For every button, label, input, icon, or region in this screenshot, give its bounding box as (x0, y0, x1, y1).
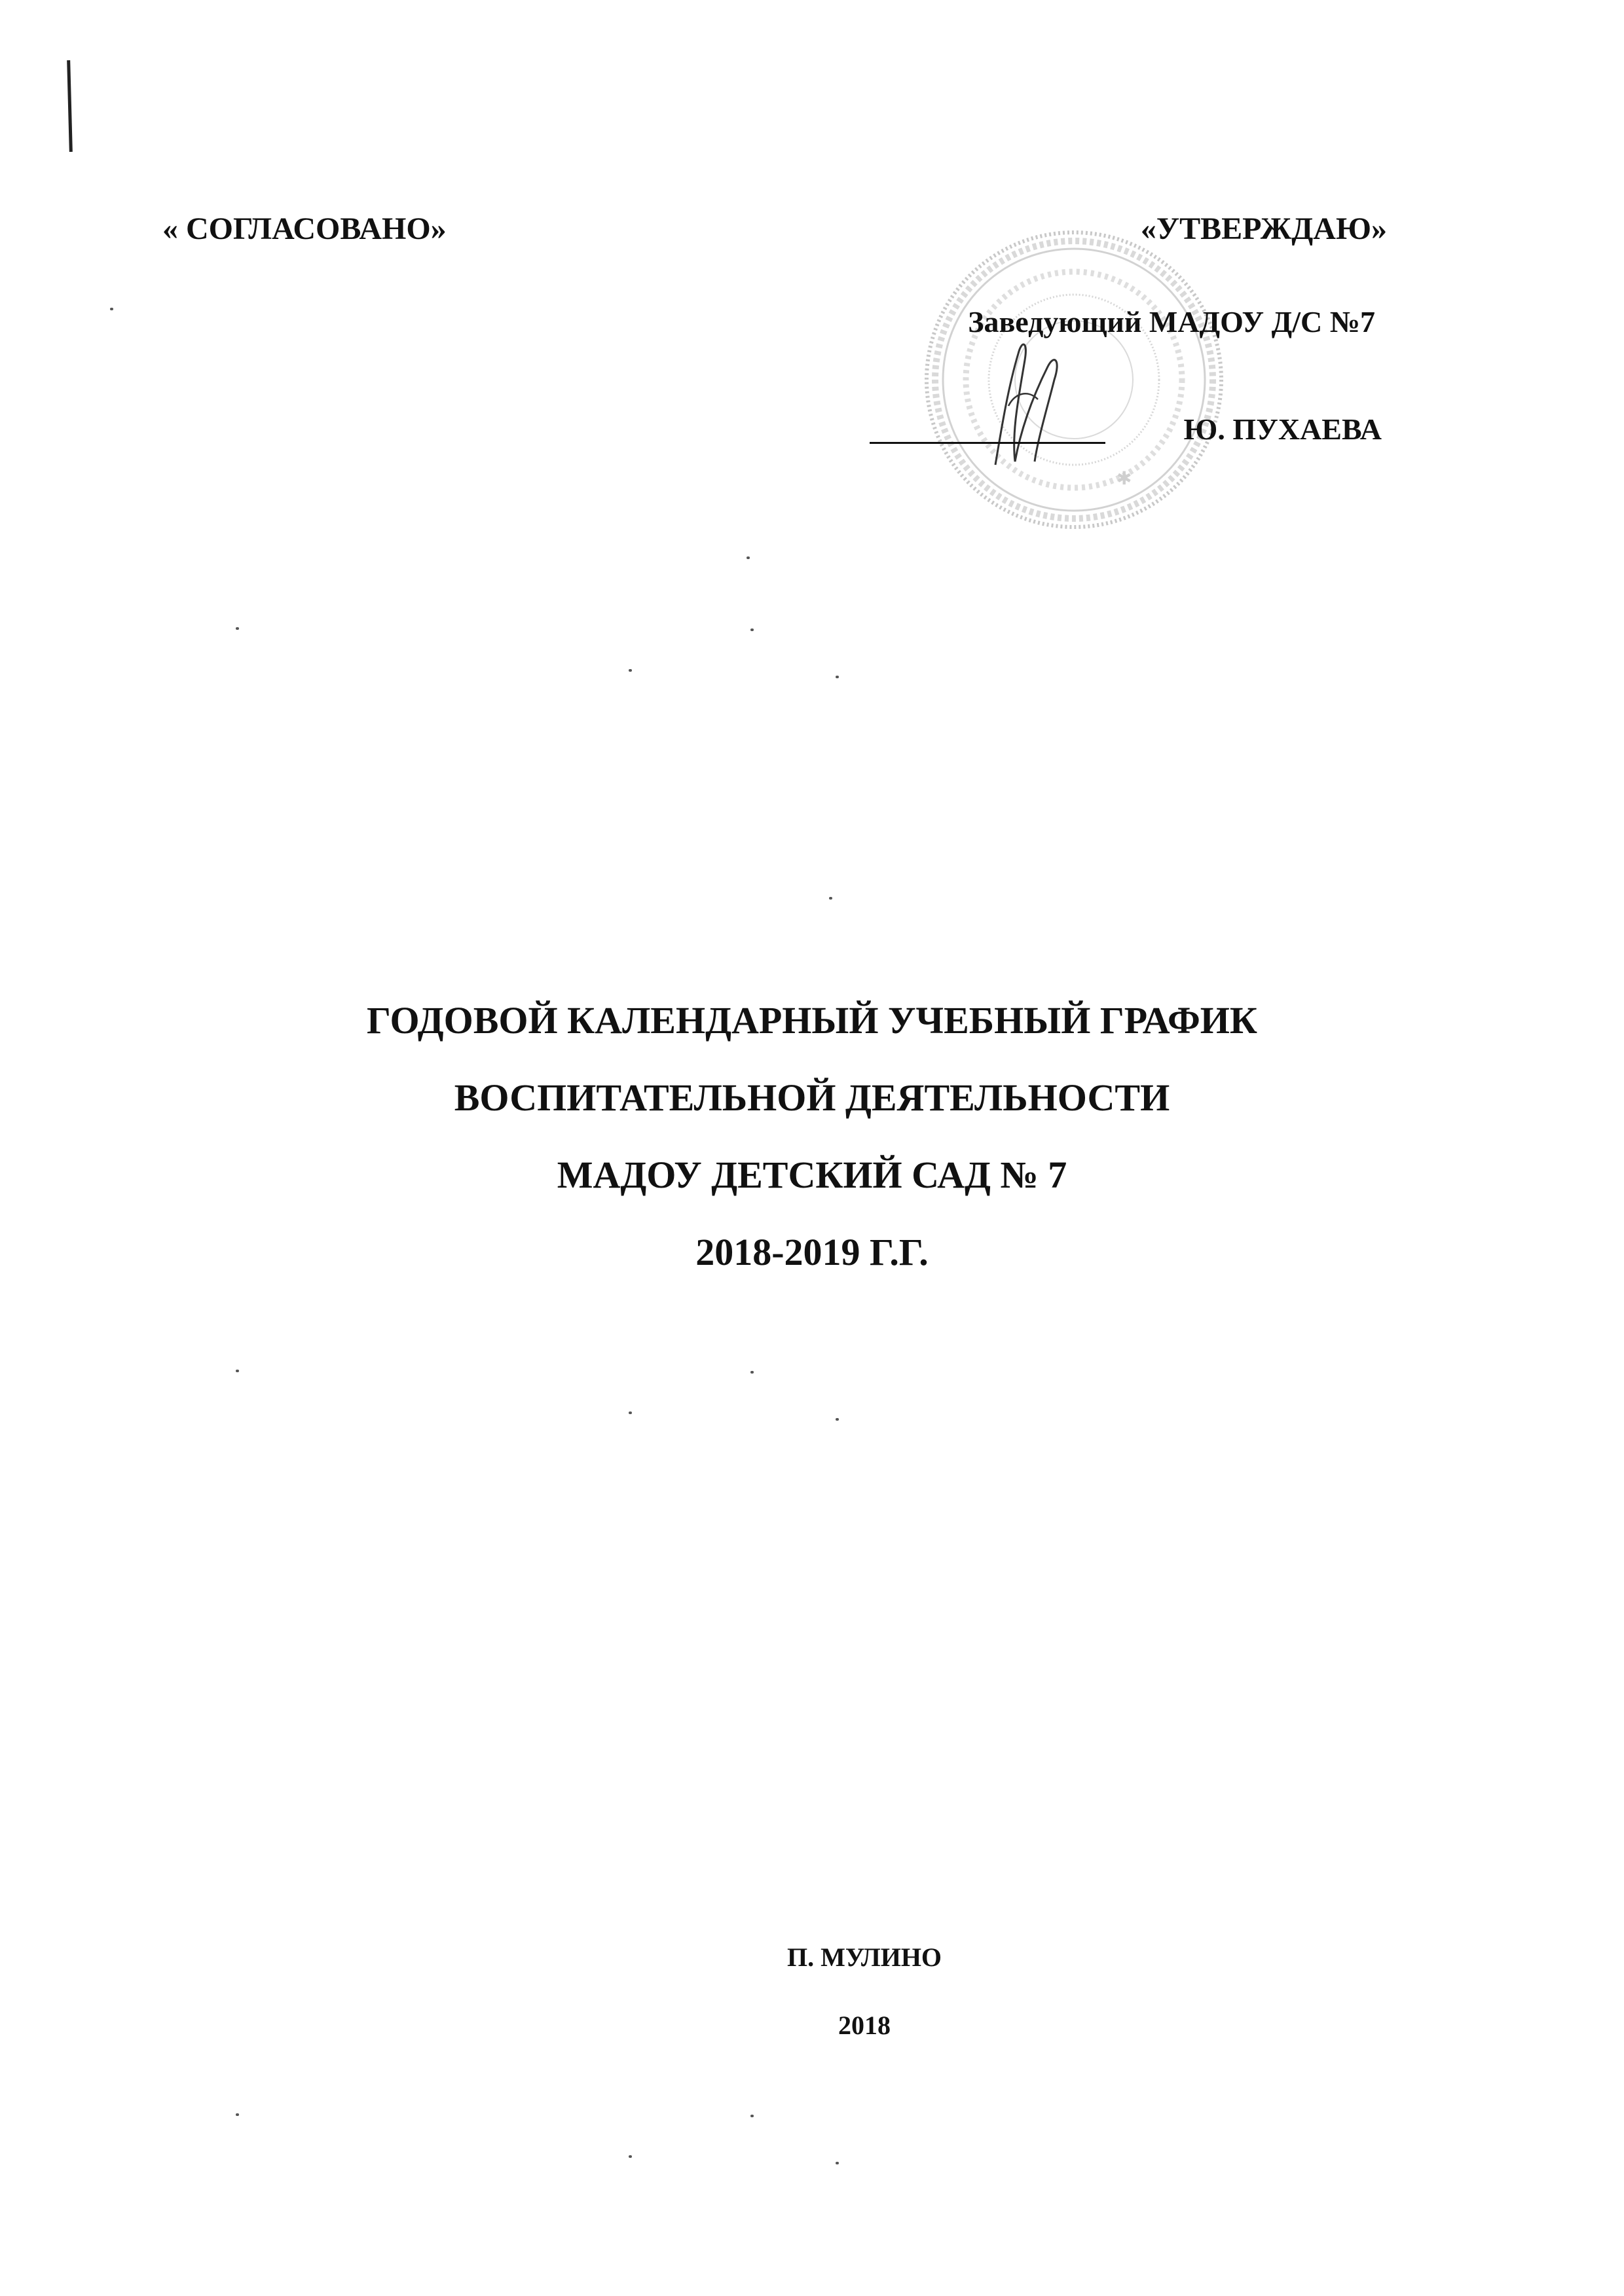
signature-line (870, 442, 1105, 444)
document-title (0, 982, 1624, 1291)
scan-speck (110, 308, 113, 310)
title-line-4: 2018-2019 Г.Г. (695, 1231, 929, 1273)
scan-speck (836, 1418, 839, 1421)
scan-speck (836, 676, 839, 678)
scan-speck (750, 2115, 754, 2117)
scan-speck (236, 2113, 239, 2116)
scan-speck (629, 1412, 632, 1414)
scan-speck (629, 669, 632, 672)
title-line-3: МАДОУ ДЕТСКИЙ САД № 7 (557, 1154, 1067, 1196)
scan-speck (747, 556, 750, 559)
place-name: П. МУЛИНО (786, 1942, 942, 1972)
agreed-label: « СОГЛАСОВАНО» (162, 211, 447, 246)
scan-edge-mark (67, 60, 73, 152)
scan-speck (829, 897, 832, 900)
scan-speck (836, 2162, 839, 2164)
title-line-2: ВОСПИТАТЕЛЬНОЙ ДЕЯТЕЛЬНОСТИ (454, 1076, 1170, 1119)
document-year: 2018 (838, 2011, 891, 2040)
scan-speck (750, 1371, 754, 1374)
svg-text:✱: ✱ (1116, 467, 1132, 489)
scan-speck (236, 1370, 239, 1372)
title-line-1: ГОДОВОЙ КАЛЕНДАРНЫЙ УЧЕБНЫЙ ГРАФИК (367, 999, 1257, 1042)
signer-name: Ю. ПУХАЕВА (1183, 412, 1382, 446)
head-position: Заведующий МАДОУ Д/С №7 (968, 305, 1375, 338)
scan-speck (236, 627, 239, 630)
scan-speck (750, 629, 754, 631)
scan-speck (629, 2155, 632, 2158)
approval-block (832, 211, 1387, 446)
signature-row (870, 395, 1382, 454)
approve-label: «УТВЕРЖДАЮ» (1140, 211, 1387, 246)
